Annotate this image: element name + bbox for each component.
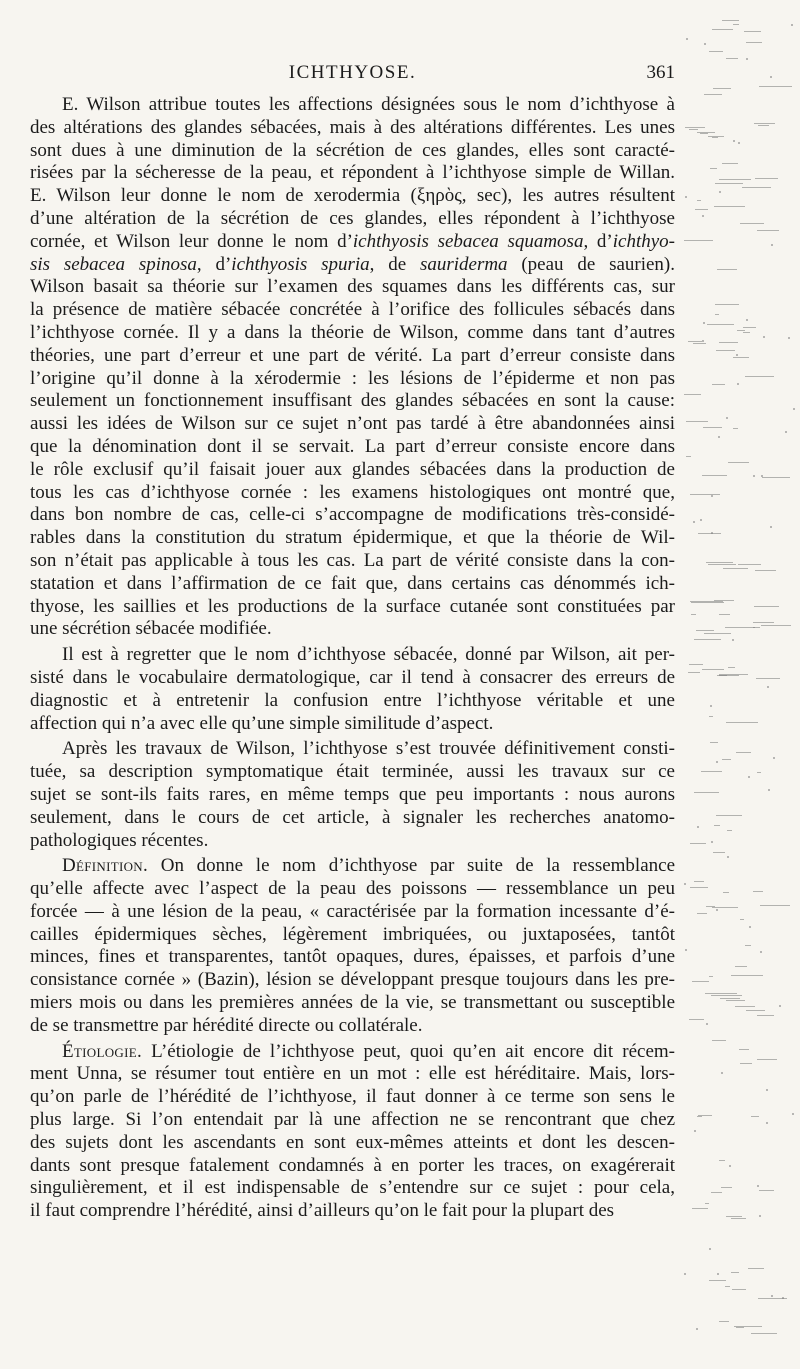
text-line: sont dues à une diminution de la sécrétion de ces glandes, elles sont caracté- bbox=[30, 139, 675, 161]
text-line: l’origine qu’il donne à la xérodermie : les lésions de l’épiderme et non pas bbox=[30, 367, 675, 389]
scan-mark bbox=[706, 562, 733, 563]
scan-mark bbox=[761, 625, 791, 626]
scan-speck bbox=[694, 1130, 696, 1132]
scan-mark bbox=[759, 86, 792, 87]
scan-mark bbox=[755, 178, 778, 179]
scan-mark bbox=[732, 1289, 746, 1290]
text-line: Wilson basait sa théorie sur l’examen des squames dans les différents cas, sur bbox=[30, 276, 675, 298]
scan-mark bbox=[696, 630, 714, 631]
scan-speck bbox=[716, 761, 718, 763]
text-line: tous les cas d’ichthyose cornée : les examens histologiques ont montré que, bbox=[30, 481, 675, 503]
scan-mark bbox=[726, 1216, 742, 1217]
scan-mark bbox=[740, 919, 744, 920]
text-line: aussi les idées de Wilson sur ce sujet n’ont pas tardé à être abandonnées ainsi bbox=[30, 413, 675, 435]
text-line: forcée — à une lésion de la peau, « caractérisée par la formation incessante d’é- bbox=[30, 900, 675, 922]
paragraph-definition bbox=[30, 855, 675, 1037]
scan-speck bbox=[704, 43, 706, 45]
italic-term: sauriderma bbox=[419, 253, 508, 275]
scan-mark bbox=[709, 1280, 726, 1281]
scan-speck bbox=[697, 826, 699, 828]
scan-mark bbox=[712, 384, 725, 385]
scan-mark bbox=[694, 881, 704, 882]
text-line: d’une altération de la sécrétion de ces glandes, elles répondent à l’ichthyose bbox=[30, 207, 675, 229]
scan-mark bbox=[759, 1190, 774, 1191]
paragraph-etiologie bbox=[30, 1041, 675, 1223]
scan-mark bbox=[712, 1040, 726, 1041]
scan-mark bbox=[712, 137, 718, 138]
scan-mark bbox=[756, 678, 780, 679]
scan-mark bbox=[702, 475, 727, 476]
scan-mark bbox=[715, 304, 739, 305]
italic-term: ichthyosis sebacea squamosa bbox=[352, 230, 584, 252]
scan-speck bbox=[719, 191, 721, 193]
scan-mark bbox=[754, 123, 775, 124]
scan-mark bbox=[714, 825, 720, 826]
scan-mark bbox=[710, 742, 718, 743]
text-line: seulement un fonctionnement insuffisant des glandes sébacées en sont la cause: bbox=[30, 390, 675, 412]
scan-mark bbox=[694, 639, 721, 640]
scan-speck bbox=[718, 436, 720, 438]
scan-speck bbox=[721, 1072, 723, 1074]
scan-margin-residue bbox=[684, 0, 800, 1369]
scan-mark bbox=[705, 993, 737, 994]
scan-speck bbox=[782, 1297, 784, 1299]
scan-mark bbox=[689, 664, 703, 665]
italic-term: ichthyo- bbox=[612, 230, 675, 252]
scan-mark bbox=[692, 1208, 708, 1209]
scan-mark bbox=[720, 998, 740, 999]
scan-mark bbox=[698, 533, 721, 534]
text-line: Après les travaux de Wilson, l’ichthyose s’est trouvée définitivement consti- bbox=[62, 738, 675, 760]
scan-speck bbox=[717, 1273, 719, 1275]
scan-mark bbox=[691, 614, 696, 615]
scan-mark bbox=[686, 421, 708, 422]
scan-mark bbox=[726, 722, 758, 723]
scan-mark bbox=[712, 29, 733, 30]
scan-speck bbox=[748, 776, 750, 778]
text-line: des altérations des glandes sébacées, mais à des altérations différentes. Les unes bbox=[30, 116, 675, 138]
scan-mark bbox=[698, 1115, 712, 1116]
scan-mark bbox=[709, 976, 713, 977]
page-header bbox=[30, 62, 675, 92]
scan-speck bbox=[770, 526, 772, 528]
scan-mark bbox=[746, 1010, 765, 1011]
scan-speck bbox=[771, 244, 773, 246]
scan-speck bbox=[706, 1023, 708, 1025]
scan-speck bbox=[703, 322, 705, 324]
scan-mark bbox=[721, 1187, 732, 1188]
scan-mark bbox=[697, 1116, 702, 1117]
scan-mark bbox=[758, 125, 769, 126]
text-line: risées par la sécheresse de la peau, et répondent à l’ichthyose simple de Willan. bbox=[30, 162, 675, 184]
text-line: singulièrement, et il est indispensable de s’entendre sur ce sujet : pour cela, bbox=[30, 1177, 675, 1199]
scan-mark bbox=[748, 1268, 764, 1269]
text-line: diagnostic et à entretenir la confusion entre l’ichthyose véritable et une bbox=[30, 689, 675, 711]
scan-speck bbox=[711, 532, 713, 534]
scan-mark bbox=[704, 633, 731, 634]
scan-mark bbox=[743, 332, 750, 333]
scan-mark bbox=[733, 357, 749, 358]
scan-mark bbox=[745, 376, 774, 377]
scan-mark bbox=[719, 342, 738, 343]
text-line: sis sebacea spinosa, d’ichthyosis spuria, de sauriderma (peau de saurien). bbox=[30, 253, 676, 275]
scan-mark bbox=[728, 667, 735, 668]
scan-speck bbox=[685, 949, 687, 951]
scan-mark bbox=[742, 187, 771, 188]
scan-mark bbox=[722, 163, 738, 164]
scan-speck bbox=[788, 337, 790, 339]
scan-mark bbox=[713, 88, 731, 89]
scan-mark bbox=[700, 133, 708, 134]
scan-mark bbox=[751, 1116, 759, 1117]
scan-mark bbox=[688, 341, 702, 342]
scan-mark bbox=[684, 394, 701, 395]
scan-mark bbox=[719, 1160, 725, 1161]
text-line: théories, une part d’erreur et une part de vérité. La part d’erreur consiste dans bbox=[30, 344, 675, 366]
scan-mark bbox=[701, 771, 722, 772]
scan-mark bbox=[731, 1272, 739, 1273]
scan-speck bbox=[702, 340, 704, 342]
scan-mark bbox=[712, 907, 738, 908]
text-line: Étiologie. L’étiologie de l’ichthyose peut, quoi qu’en ait encore dit récem- bbox=[62, 1040, 675, 1062]
scan-mark bbox=[728, 462, 749, 463]
scan-speck bbox=[793, 408, 795, 410]
scan-mark bbox=[708, 564, 736, 565]
scan-mark bbox=[689, 1019, 704, 1020]
scan-speck bbox=[761, 475, 763, 477]
scan-mark bbox=[690, 887, 708, 888]
scan-mark bbox=[690, 843, 706, 844]
scan-speck bbox=[702, 215, 704, 217]
scan-mark bbox=[746, 42, 762, 43]
scan-speck bbox=[736, 354, 738, 356]
scan-mark bbox=[751, 1333, 777, 1334]
scan-speck bbox=[727, 856, 729, 858]
scan-mark bbox=[760, 905, 790, 906]
scan-speck bbox=[700, 519, 702, 521]
text-line: tuée, sa description symptomatique était terminée, aussi les travaux sur ce bbox=[30, 761, 675, 783]
scan-mark bbox=[715, 183, 743, 184]
scan-mark bbox=[740, 223, 764, 224]
scan-mark bbox=[685, 127, 705, 128]
scan-mark bbox=[739, 1049, 749, 1050]
scan-speck bbox=[711, 495, 713, 497]
text-line: statation et dans l’affirmation de ce fait que, dans certains cas dénommés ich- bbox=[30, 572, 675, 594]
scan-speck bbox=[768, 789, 770, 791]
text-line: affection qui n’a avec elle qu’une simple similitude d’aspect. bbox=[30, 712, 494, 734]
scan-mark bbox=[738, 564, 761, 565]
text-line: plus large. Si l’on entendait par là une affection ne se rencontrant que chez bbox=[30, 1109, 675, 1131]
scan-mark bbox=[757, 1059, 777, 1060]
scan-mark bbox=[736, 1327, 744, 1328]
scan-mark bbox=[753, 622, 774, 623]
scan-mark bbox=[688, 672, 700, 673]
scan-mark bbox=[702, 669, 724, 670]
scan-mark bbox=[716, 815, 742, 816]
scan-mark bbox=[695, 209, 708, 210]
scan-speck bbox=[759, 1215, 761, 1217]
scan-mark bbox=[697, 913, 707, 914]
text-line: pathologiques récentes. bbox=[30, 829, 209, 851]
scan-mark bbox=[737, 330, 745, 331]
text-line: rables dans la constitution du stratum épidermique, et que la théorie de Wil- bbox=[30, 527, 675, 549]
scan-mark bbox=[690, 494, 720, 495]
scan-mark bbox=[704, 94, 722, 95]
paragraph-apres bbox=[30, 738, 675, 852]
scan-mark bbox=[735, 966, 747, 967]
scan-speck bbox=[757, 1185, 759, 1187]
scan-mark bbox=[703, 427, 722, 428]
text-line: son n’était pas applicable à tous les cas. La part de vérité consiste dans la con- bbox=[30, 549, 675, 571]
scan-speck bbox=[766, 1122, 768, 1124]
text-line: minces, fines et transparentes, tantôt opaques, dures, épaisses, et parfois d’une bbox=[30, 946, 675, 968]
scan-mark bbox=[684, 240, 713, 241]
scan-speck bbox=[710, 705, 712, 707]
scan-mark bbox=[716, 350, 735, 351]
scan-speck bbox=[696, 1328, 698, 1330]
text-line: E. Wilson attribue toutes les affections désignées sous le nom d’ichthyose à bbox=[62, 94, 675, 115]
text-line: Définition. On donne le nom d’ichthyose par suite de la ressemblance bbox=[62, 855, 675, 877]
scan-mark bbox=[722, 759, 731, 760]
scan-mark bbox=[757, 772, 761, 773]
italic-term: sis sebacea spinosa bbox=[30, 253, 197, 275]
scan-mark bbox=[745, 945, 751, 946]
text-line: ment Unna, se résumer tout entière en un mot : elle est héréditaire. Mais, lors- bbox=[30, 1063, 675, 1085]
scan-speck bbox=[760, 951, 762, 953]
scan-mark bbox=[689, 129, 698, 130]
text-line: qu’on parle de l’hérédité de l’ichthyose, il faut donner à ce terme son sens le bbox=[30, 1086, 675, 1108]
body-text bbox=[30, 94, 675, 1223]
scan-mark bbox=[711, 1192, 722, 1193]
text-line: E. Wilson leur donne le nom de xerodermia (ξηρὸς, sec), les autres résultent bbox=[30, 185, 675, 207]
text-line: de se transmettre par hérédité directe ou collatérale. bbox=[30, 1014, 423, 1036]
text-line: la présence de matière sébacée concrétée à l’orifice des follicules sébacés dans bbox=[30, 299, 675, 321]
scan-speck bbox=[733, 140, 735, 142]
scan-mark bbox=[719, 675, 739, 676]
text-line: que la dénomination dont il se servait. La part d’erreur consiste encore dans bbox=[30, 435, 675, 457]
scan-speck bbox=[785, 431, 787, 433]
scan-speck bbox=[729, 1165, 731, 1167]
text-line: sisté dans le vocabulaire dermatologique, car il tend à consacrer des erreurs de bbox=[30, 666, 675, 688]
scan-mark bbox=[754, 606, 779, 607]
scan-speck bbox=[771, 1295, 773, 1297]
scan-mark bbox=[735, 1006, 755, 1007]
scan-speck bbox=[738, 142, 740, 144]
italic-term: ichthyosis spuria bbox=[231, 253, 370, 275]
scan-mark bbox=[694, 792, 719, 793]
scan-mark bbox=[731, 1218, 746, 1219]
scan-speck bbox=[726, 417, 728, 419]
scan-speck bbox=[767, 686, 769, 688]
scan-speck bbox=[773, 757, 775, 759]
scan-mark bbox=[693, 343, 706, 344]
section-heading: Étiologie. bbox=[62, 1040, 143, 1062]
scan-mark bbox=[733, 24, 739, 25]
scan-mark bbox=[740, 1063, 752, 1064]
scan-speck bbox=[685, 196, 687, 198]
scan-mark bbox=[753, 891, 763, 892]
scan-mark bbox=[713, 852, 725, 853]
text-line: miers mois ou dans les premières années de la vie, se transmettant ou susceptible bbox=[30, 992, 675, 1014]
scan-mark bbox=[725, 1286, 730, 1287]
scan-mark bbox=[692, 981, 709, 982]
scan-mark bbox=[709, 51, 723, 52]
scan-mark bbox=[727, 830, 732, 831]
scan-speck bbox=[693, 521, 695, 523]
text-line: cailles épidermiques sèches, légèrement imbriquées, ou juxtaposées, tantôt bbox=[30, 923, 675, 945]
text-line: qu’elle affecte avec l’aspect de la peau des poissons — ressemblance un peu bbox=[30, 878, 675, 900]
scan-speck bbox=[737, 383, 739, 385]
scan-mark bbox=[733, 428, 738, 429]
scan-speck bbox=[749, 926, 751, 928]
scan-speck bbox=[779, 1005, 781, 1007]
text-line: seulement, dans le cours de cet article, à signaler les recherches anatomo- bbox=[30, 806, 675, 828]
scan-mark bbox=[719, 1321, 729, 1322]
scan-speck bbox=[763, 336, 765, 338]
scan-mark bbox=[714, 206, 745, 207]
scan-mark bbox=[707, 324, 734, 325]
paragraph-wilson bbox=[30, 94, 675, 641]
text-line: dants sont presque fatalement condamnés à en porter les traces, on exagérerait bbox=[30, 1154, 675, 1176]
scan-mark bbox=[723, 568, 748, 569]
scan-mark bbox=[710, 168, 717, 169]
scan-mark bbox=[757, 230, 779, 231]
scan-mark bbox=[719, 179, 751, 180]
scan-mark bbox=[686, 456, 691, 457]
page-number: 361 bbox=[646, 62, 675, 83]
scan-speck bbox=[746, 58, 748, 60]
text-line: l’ichthyose cornée. Il y a dans la théorie de Wilson, comme dans tant d’autres bbox=[30, 321, 675, 343]
text-line: consistance cornée » (Bazin), lésion se développant presque toujours dans les pre- bbox=[30, 969, 675, 991]
scan-mark bbox=[726, 1000, 745, 1001]
scan-mark bbox=[744, 31, 761, 32]
section-heading: Définition. bbox=[62, 855, 149, 877]
scan-speck bbox=[766, 1089, 768, 1091]
scan-speck bbox=[684, 883, 686, 885]
scan-mark bbox=[691, 602, 724, 603]
scan-mark bbox=[726, 58, 738, 59]
scan-speck bbox=[753, 475, 755, 477]
scan-speck bbox=[770, 76, 772, 78]
scan-mark bbox=[736, 752, 751, 753]
scan-speck bbox=[791, 24, 793, 26]
scan-speck bbox=[746, 319, 748, 321]
scan-speck bbox=[792, 1113, 794, 1115]
text-line: dans bon nombre de cas, celle-ci s’accompagne de modifications très-considé- bbox=[30, 504, 675, 526]
text-line: des sujets dont les ascendants en sont eux-mêmes atteints et dont les descen- bbox=[30, 1131, 675, 1153]
text-line: cornée, et Wilson leur donne le nom d’ichthyosis sebacea squamosa, d’ichthyo- bbox=[30, 230, 675, 252]
scan-mark bbox=[723, 892, 729, 893]
scan-mark bbox=[697, 200, 701, 201]
scan-mark bbox=[762, 477, 790, 478]
scan-speck bbox=[732, 639, 734, 641]
scan-mark bbox=[725, 627, 755, 628]
scan-mark bbox=[757, 1015, 774, 1016]
scan-mark bbox=[715, 314, 719, 315]
scan-speck bbox=[711, 841, 713, 843]
scan-mark bbox=[722, 20, 739, 21]
scan-mark bbox=[690, 601, 723, 602]
scan-speck bbox=[709, 1248, 711, 1250]
scan-mark bbox=[731, 975, 763, 976]
text-line: Il est à regretter que le nom d’ichthyose sébacée, donné par Wilson, ait per- bbox=[62, 644, 675, 666]
scan-mark bbox=[711, 995, 742, 996]
text-line: une sécrétion sébacée modifiée. bbox=[30, 618, 272, 640]
scan-mark bbox=[709, 716, 713, 717]
text-line: thyose, les saillies et les productions de la surface cutanée sont constituées par bbox=[30, 595, 675, 617]
paragraph-regretter bbox=[30, 644, 675, 735]
scan-speck bbox=[716, 909, 718, 911]
scan-mark bbox=[753, 627, 760, 628]
scan-mark bbox=[755, 570, 776, 571]
text-line: sujet se sont-ils faits rares, en même temps que peu importants : nous aurons bbox=[30, 783, 675, 805]
scan-mark bbox=[743, 327, 756, 328]
scan-mark bbox=[705, 1203, 709, 1204]
scan-mark bbox=[717, 269, 737, 270]
scan-speck bbox=[686, 38, 688, 40]
scan-speck bbox=[684, 1273, 686, 1275]
text-line: il faut comprendre l’hérédité, ainsi d’ailleurs qu’on le fait pour la plupart des bbox=[30, 1200, 615, 1222]
running-title: ICHTHYOSE. bbox=[288, 62, 417, 83]
text-line: le rôle exclusif qu’il faisait jouer aux glandes sébacées dans la production de bbox=[30, 458, 675, 480]
scan-mark bbox=[719, 614, 730, 615]
